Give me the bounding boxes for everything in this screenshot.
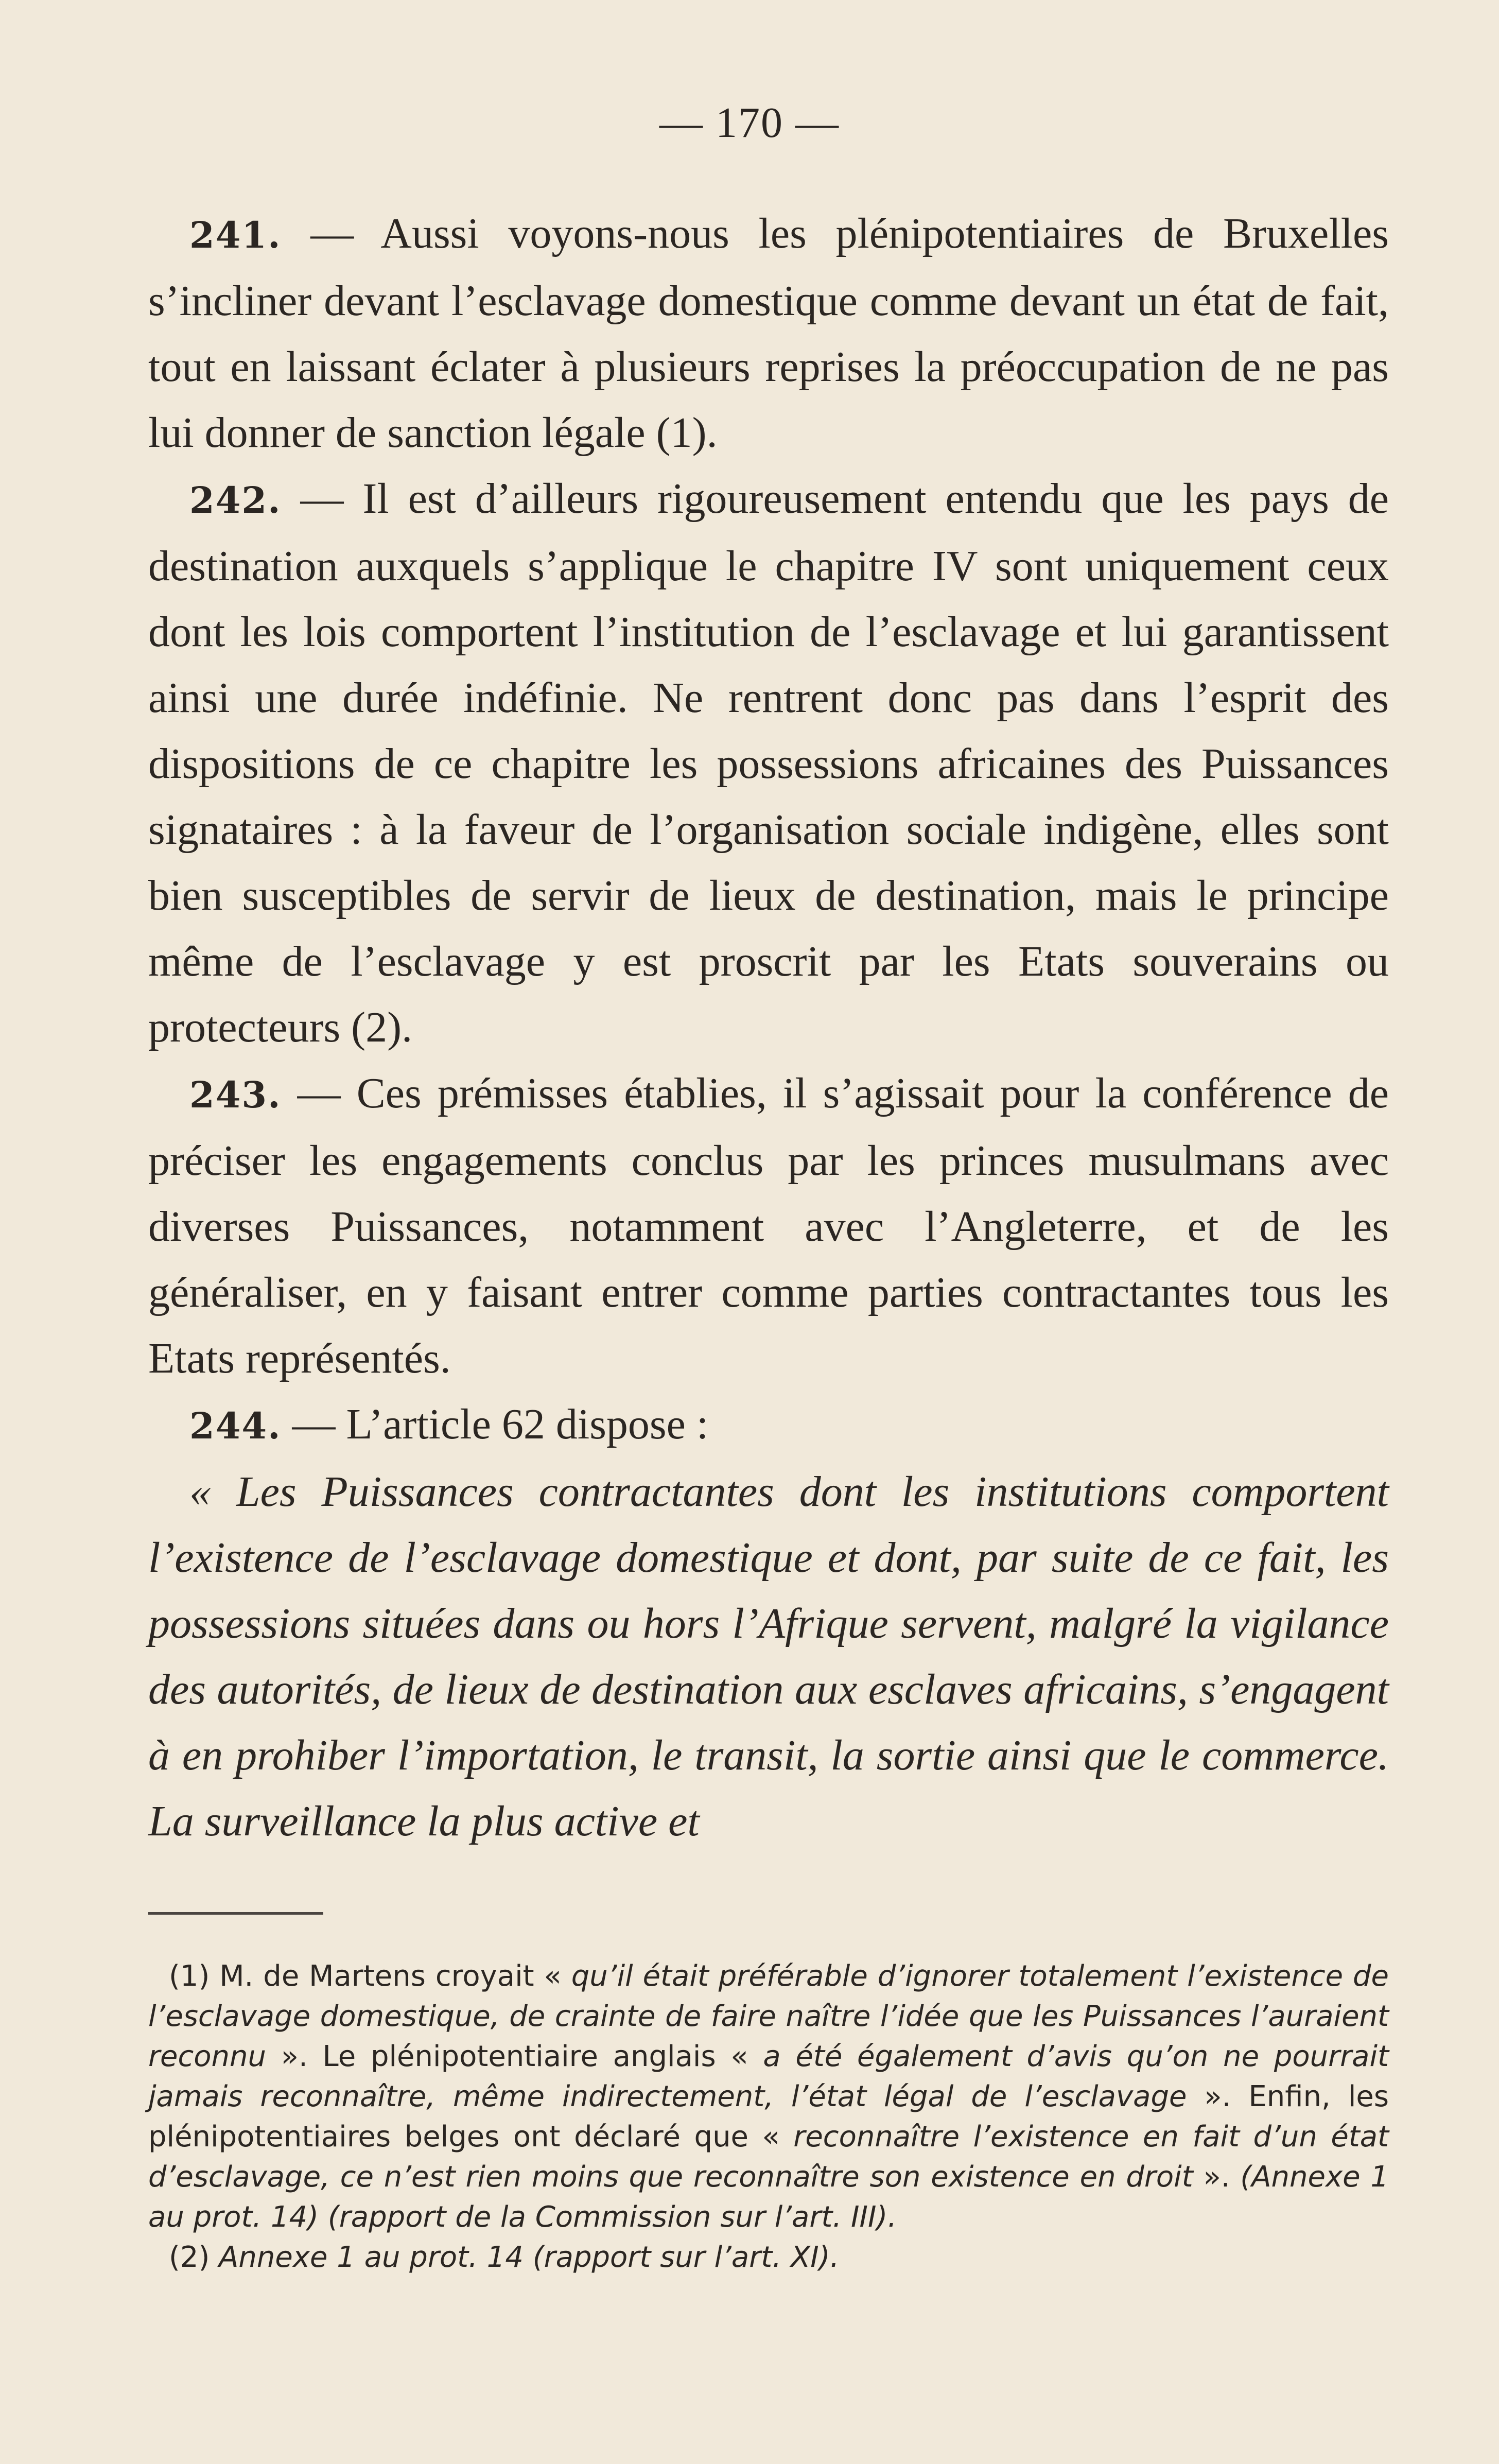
footnote-divider <box>148 1912 323 1915</box>
footnote-text: (2) <box>169 2241 219 2274</box>
footnote-2 <box>148 2237 1389 2278</box>
paragraph-242 <box>148 466 1389 1061</box>
article-62-quote: « Les Puissances contractantes dont les institutions comportent l’existence de l’esclavage domestique et dont, par suite de ce fait, les possessions situées dans ou hors l’Afrique servent, malgré la vigilance des autorités, de lieux de destination aux esclaves africains, s’engagent à en prohiber l’importation, le transit, la sortie ainsi que le commerce. La surveillance la plus active et <box>148 1468 1389 1845</box>
paragraph-number: 244. <box>189 1404 282 1447</box>
paragraph-text: — Il est d’ailleurs rigoureusement entendu que les pays de destination auxquels s’applique le chapitre IV sont uniquement ceux dont les lois comportent l’institution de l’esclavage et lui garantissent ainsi une durée indéfinie. Ne rentrent donc pas dans l’esprit des dispositions de ce chapitre les possessions africaines des Puissances signataires : à la faveur de l’organisation sociale indigène, elles sont bien susceptibles de servir de lieux de destination, mais le principe même de l’esclavage y est proscrit par les Etats souverains ou protecteurs (2). <box>148 475 1389 1051</box>
footnote-reference: (Annexe 1 au prot. 14) (rapport de la Commission sur l’art. III). <box>148 2160 1389 2234</box>
paragraph-241 <box>148 201 1389 466</box>
footnote-1 <box>148 1956 1389 2237</box>
footnote-quote: qu’il était préférable d’ignorer totalement l’existence de l’esclavage domestique, de crainte de faire naître l’idée que les Puissances l’auraient reconnu <box>148 1959 1389 2073</box>
paragraph-number: 241. <box>189 214 282 256</box>
footnote-text: ». <box>1193 2160 1241 2194</box>
paragraph-text: — Aussi voyons-nous les plénipotentiaires de Bruxelles s’incliner devant l’esclavage domestique comme devant un état de fait, tout en laissant éclater à plusieurs reprises la préoccupation de ne pas lui donner de sanction légale (1). <box>148 210 1389 457</box>
paragraph-text: — Ces prémisses établies, il s’agissait pour la conférence de préciser les engagements conclus par les princes musulmans avec diverses Puissances, notamment avec l’Angleterre, et de les généraliser, en y faisant entrer comme parties contractantes tous les Etats représentés. <box>148 1069 1389 1382</box>
paragraph-text: — L’article 62 dispose : <box>281 1400 709 1448</box>
footnote-quote: a été également d’avis qu’on ne pourrait jamais reconnaître, même indirectement, l’état légal de l’esclavage <box>148 2040 1389 2113</box>
paragraph-244 <box>148 1392 1389 1459</box>
footnotes <box>148 1956 1389 2278</box>
paragraph-number: 243. <box>189 1073 282 1116</box>
page-number: — 170 — <box>659 99 840 147</box>
paragraph-243 <box>148 1061 1389 1392</box>
footnote-reference: Annexe 1 au prot. 14 (rapport sur l’art. XI). <box>219 2241 840 2274</box>
paragraph-number: 242. <box>189 479 282 522</box>
footnote-quote: reconnaître l’existence en fait d’un état d’esclavage, ce n’est rien moins que reconnaître son existence en droit <box>148 2120 1389 2194</box>
body-text <box>148 201 1389 1854</box>
footnote-text: ». Le plénipotentiaire anglais « <box>266 2040 763 2073</box>
footnote-text: ». Enfin, les plénipotentiaires belges ont déclaré que « <box>148 2080 1389 2154</box>
footnote-text: (1) M. de Martens croyait « <box>169 1959 571 1993</box>
